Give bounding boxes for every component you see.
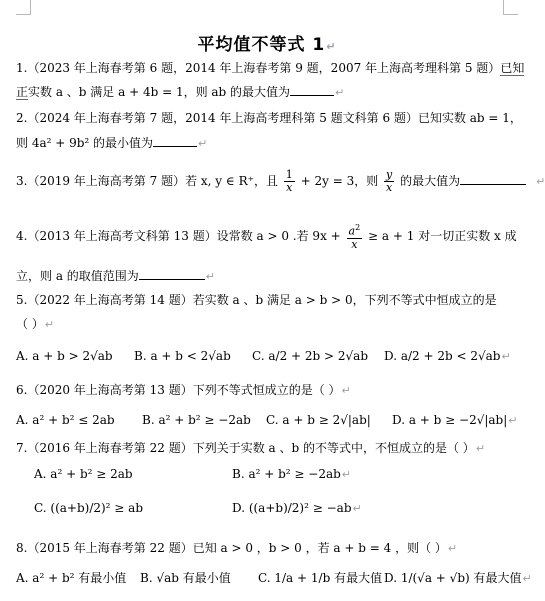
question-5-line-1: 5.（2022 年上海高考第 14 题）若实数 a 、b 满足 a > b > 0，下列不等式中恒成立的是 — [16, 293, 497, 307]
question-6-option-d[interactable]: D. a + b ≥ −2√|ab|↵ — [392, 413, 518, 427]
paragraph-mark-icon: ↵ — [198, 137, 208, 150]
paragraph-mark-icon: ↵ — [205, 270, 216, 283]
page-title: 平均值不等式 1↵ — [197, 35, 337, 55]
fraction-1-over-x: $\frac{1}{x}$ — [285, 168, 293, 194]
question-6-option-b[interactable]: B. a² + b² ≥ −2ab — [142, 413, 251, 427]
question-5-option-b[interactable]: B. a + b < 2√ab — [134, 349, 231, 363]
question-8-line-1: 8.（2015 年上海春考第 22 题）已知 a > 0 ，b > 0 ，若 a + b = 4 ，则（ ）↵ — [16, 541, 458, 555]
answer-blank[interactable] — [290, 84, 334, 96]
answer-blank[interactable] — [153, 135, 197, 147]
paragraph-mark-icon: ↵ — [341, 384, 351, 397]
question-6-option-a[interactable]: A. a² + b² ≤ 2ab — [16, 413, 115, 427]
question-6-option-c[interactable]: C. a + b ≥ 2√|ab| — [266, 413, 371, 427]
question-8-option-d[interactable]: D. 1/(√a + √b) 有最大值↵ — [384, 571, 532, 585]
question-6-line-1: 6.（2020 年上海高考第 13 题）下列不等式恒成立的是（ ）↵ — [16, 383, 351, 397]
paragraph-mark-icon: ↵ — [326, 40, 337, 53]
question-7-option-a[interactable]: A. a² + b² ≥ 2ab — [34, 467, 133, 481]
question-4-line-2: 立，则 a 的取值范围为 ↵ — [16, 269, 216, 283]
paragraph-mark-icon: ↵ — [536, 175, 545, 188]
question-8-option-b[interactable]: B. √ab 有最小值 — [140, 571, 231, 585]
question-7-option-c[interactable]: C. ((a+b)/2)² ≥ ab — [34, 501, 144, 515]
paragraph-mark-icon: ↵ — [522, 572, 532, 585]
question-5-line-2: （ ）↵ — [16, 317, 55, 331]
fraction-y-over-x: $\frac{y}{x}$ — [386, 168, 393, 194]
paragraph-mark-icon: ↵ — [44, 318, 55, 331]
paragraph-mark-icon: ↵ — [352, 502, 362, 515]
question-5-option-c[interactable]: C. a/2 + 2b > 2√ab — [252, 349, 369, 363]
paragraph-mark-icon: ↵ — [341, 468, 352, 481]
paragraph-mark-icon: ↵ — [447, 542, 458, 555]
question-4-line-1: 4.（2013 年上海高考文科第 13 题）设常数 a > 0 .若 9x + $\frac{a^2}{x}$ ≥ a + 1 对一切正实数 x 成 — [16, 223, 517, 251]
page-corner-mark-left — [16, 0, 31, 15]
question-1-line-2: 正实数 a 、b 满足 a + 4b = 1，则 ab 的最大值为 ↵ — [16, 85, 345, 99]
question-3: 3.（2019 年上海高考第 7 题）若 x, y ∈ R⁺，且 $\frac{1}{x}$ + 2y = 3，则 $\frac{y}{x}$ 的最大值为 ↵ — [16, 168, 545, 194]
question-7-line-1: 7.（2016 年上海春考第 22 题）下列关于实数 a 、b 的不等式中，不恒成立的是（ ）↵ — [16, 441, 486, 455]
answer-blank[interactable] — [460, 173, 526, 185]
question-8-option-a[interactable]: A. a² + b² 有最小值 — [16, 571, 127, 585]
answer-blank[interactable] — [139, 268, 205, 280]
question-5-option-a[interactable]: A. a + b > 2√ab — [16, 349, 113, 363]
paragraph-mark-icon: ↵ — [501, 350, 511, 363]
question-1-line-1: 1.（2023 年上海春考第 6 题，2014 年上海春考第 9 题，2007 年上海高考理科第 5 题）已知 — [16, 61, 525, 75]
paragraph-mark-icon: ↵ — [508, 414, 518, 427]
question-2-line-2: 则 4a² + 9b² 的最小值为 ↵ — [16, 136, 208, 150]
question-7-option-b[interactable]: B. a² + b² ≥ −2ab↵ — [232, 467, 352, 481]
page-corner-mark-right — [503, 0, 518, 15]
fraction-a-squared-over-x: $\frac{a^2}{x}$ — [348, 223, 361, 251]
question-8-option-c[interactable]: C. 1/a + 1/b 有最大值 — [258, 571, 383, 585]
question-5-option-d[interactable]: D. a/2 + 2b < 2√ab↵ — [384, 349, 511, 363]
question-7-option-d[interactable]: D. ((a+b)/2)² ≥ −ab↵ — [232, 501, 362, 515]
paragraph-mark-icon: ↵ — [335, 86, 345, 99]
question-2-line-1: 2.（2024 年上海春考第 7 题，2014 年上海高考理科第 5 题文科第 6 题）已知实数 ab = 1， — [16, 111, 522, 125]
paragraph-mark-icon: ↵ — [475, 442, 486, 455]
